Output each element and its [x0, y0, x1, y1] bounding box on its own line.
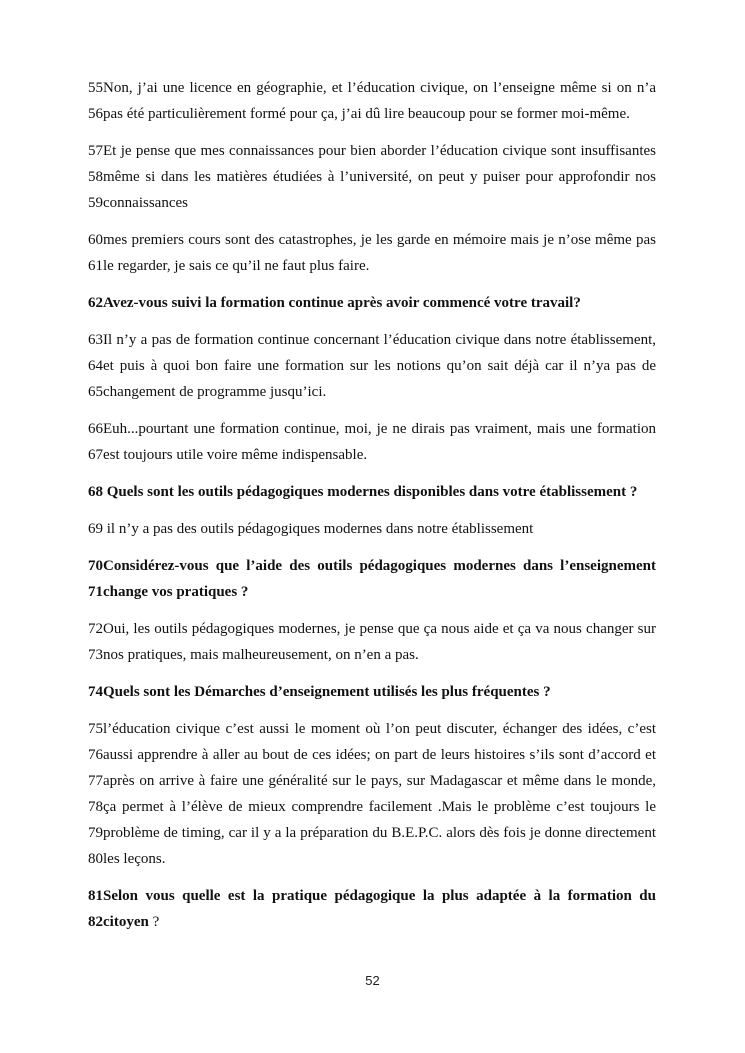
text-line: 69 il n’y a pas des outils pédagogiques modernes dans notre établissement [88, 521, 534, 537]
paragraph [88, 138, 656, 216]
text-line: 56pas été particulièrement formé pour ça, j’ai dû lire beaucoup pour se former moi-même. [88, 106, 630, 122]
text-line: 55Non, j’ai une licence en géographie, et l’éducation civique, on l’enseigne même si on n’a [88, 80, 656, 96]
text-line: 71change vos pratiques ? [88, 584, 249, 600]
text-line: 59connaissances [88, 195, 188, 211]
text-line: 77après on arrive à faire une généralité sur le pays, sur Madagascar et même dans le monde, [88, 773, 656, 789]
text-line: 76aussi apprendre à aller au bout de ces idées; on part de leurs histoires s’ils sont d’accord et [88, 747, 656, 763]
paragraph [88, 716, 656, 872]
text-line: 60mes premiers cours sont des catastrophes, je les garde en mémoire mais je n’ose même pas [88, 232, 656, 248]
text-line: 64et puis à quoi bon faire une formation sur les notions qu’on sait déjà car il n’ya pas de [88, 358, 656, 374]
text-line: 78ça permet à l’élève de mieux comprendre facilement .Mais le problème c’est toujours le [88, 799, 656, 815]
document-body [88, 75, 656, 946]
interview-question [88, 679, 656, 705]
paragraph [88, 516, 656, 542]
text-line: 68 Quels sont les outils pédagogiques modernes disponibles dans votre établissement ? [88, 484, 638, 500]
text-line: 79problème de timing, car il y a la préparation du B.E.P.C. alors dès fois je donne directement [88, 825, 656, 841]
text-line: 70Considérez-vous que l’aide des outils pédagogiques modernes dans l’enseignement [88, 558, 656, 574]
text-line: 75l’éducation civique c’est aussi le moment où l’on peut discuter, échanger des idées, c’est [88, 721, 656, 737]
text-line: 63Il n’y a pas de formation continue concernant l’éducation civique dans notre établissement, [88, 332, 656, 348]
interview-question [88, 883, 656, 935]
text-line: 65changement de programme jusqu’ici. [88, 384, 327, 400]
text-line: 81Selon vous quelle est la pratique pédagogique la plus adaptée à la formation du [88, 888, 656, 904]
text-line: 57Et je pense que mes connaissances pour bien aborder l’éducation civique sont insuffisantes [88, 143, 656, 159]
paragraph [88, 327, 656, 405]
text-line: 61le regarder, je sais ce qu’il ne faut plus faire. [88, 258, 370, 274]
paragraph [88, 227, 656, 279]
question-tail-bold: 82citoyen [88, 914, 149, 930]
question-tail-mark: ? [148, 914, 160, 930]
text-line: 67est toujours utile voire même indispensable. [88, 447, 368, 463]
text-line: 66Euh...pourtant une formation continue, moi, je ne dirais pas vraiment, mais une formation [88, 421, 656, 437]
paragraph [88, 75, 656, 127]
text-line: 80les leçons. [88, 851, 166, 867]
text-line [88, 909, 656, 935]
page-number: 52 [365, 973, 380, 988]
text-line: 62Avez-vous suivi la formation continue après avoir commencé votre travail? [88, 295, 581, 311]
text-line: 74Quels sont les Démarches d’enseignement utilisés les plus fréquentes ? [88, 684, 551, 700]
text-line: 58même si dans les matières étudiées à l’université, on peut y puiser pour approfondir nos [88, 169, 656, 185]
text-line: 73nos pratiques, mais malheureusement, on n’en a pas. [88, 647, 419, 663]
interview-question [88, 553, 656, 605]
interview-question [88, 290, 656, 316]
text-line: 72Oui, les outils pédagogiques modernes, je pense que ça nous aide et ça va nous changer sur [88, 621, 656, 637]
paragraph [88, 416, 656, 468]
interview-question [88, 479, 656, 505]
paragraph [88, 616, 656, 668]
